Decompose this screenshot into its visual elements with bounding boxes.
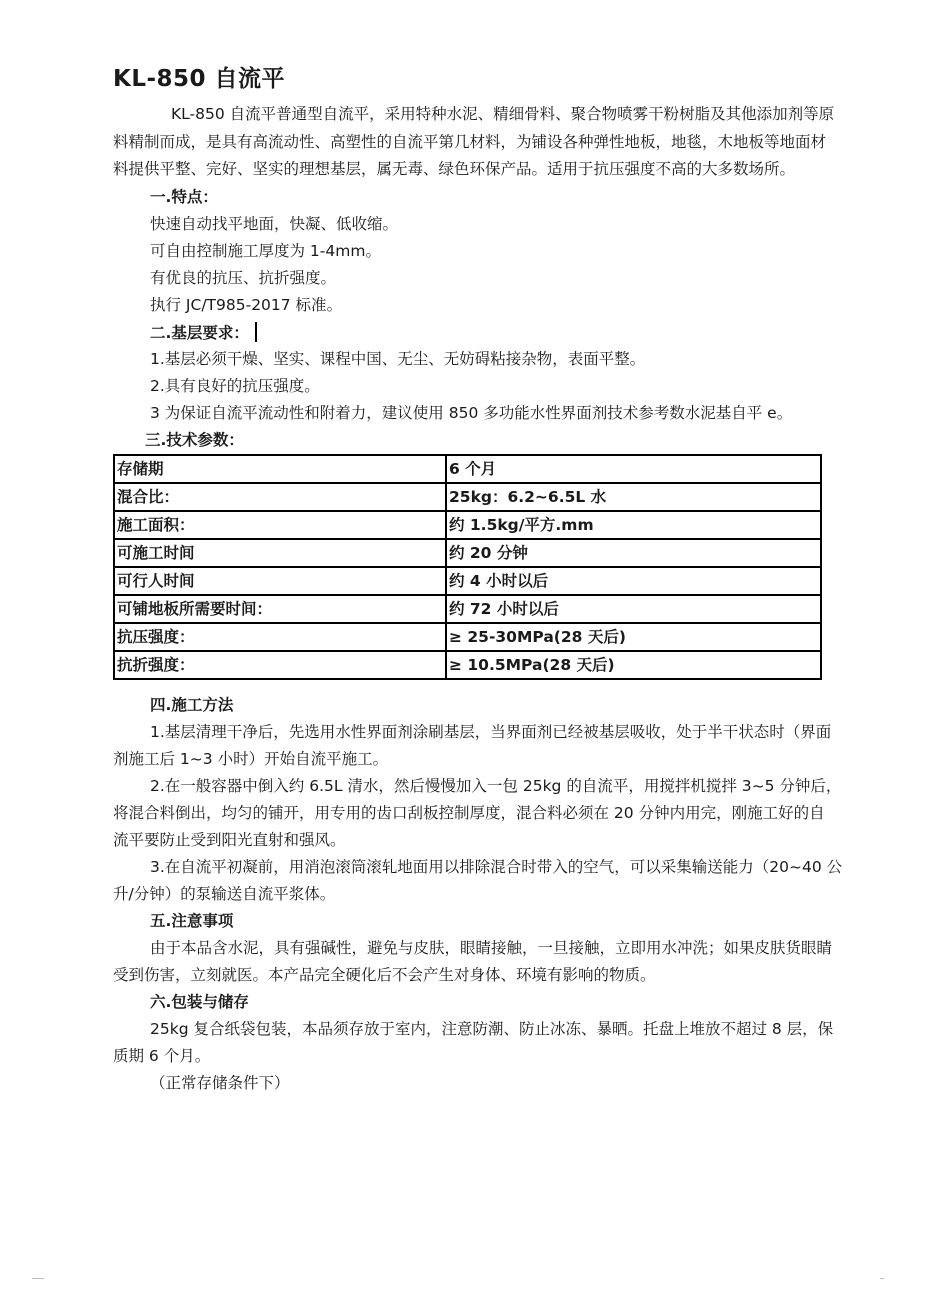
method-line: 3.在自流平初凝前，用消泡滚筒滚轧地面用以排除混合时带入的空气，可以采集输送能力（20~40 公	[150, 858, 843, 876]
intro-line: 料提供平整、完好、坚实的理想基层，属无毒、绿色环保产品。适用于抗压强度不高的大多数场所。	[113, 160, 796, 178]
param-value: 25kg：6.2~6.5L 水	[446, 483, 821, 511]
storage-line: 质期 6 个月。	[113, 1047, 211, 1065]
method-line: 升/分钟）的泵输送自流平浆体。	[113, 885, 336, 903]
section6-heading: 六.包装与储存	[150, 993, 249, 1011]
param-name: 可铺地板所需要时间：	[114, 595, 446, 623]
param-name: 抗压强度：	[114, 623, 446, 651]
param-name: 抗折强度：	[114, 651, 446, 679]
intro-line: 料精制而成，是具有高流动性、高塑性的自流平第几材料，为铺设各种弹性地板，地毯，木地板等地面材	[113, 133, 827, 151]
param-value: 约 72 小时以后	[446, 595, 821, 623]
storage-line: 25kg 复合纸袋包装，本品须存放于室内，注意防潮、防止冰冻、暴晒。托盘上堆放不超过 8 层，保	[150, 1020, 834, 1038]
table-row	[114, 455, 821, 483]
section3-heading: 三.技术参数：	[145, 431, 244, 449]
table-row	[114, 595, 821, 623]
page-corner-mark	[880, 1278, 884, 1279]
table-row	[114, 567, 821, 595]
method-line: 1.基层清理干净后，先选用水性界面剂涂刷基层，当界面剂已经被基层吸收，处于半干状态时（界面	[150, 723, 832, 741]
section2-heading: 二.基层要求：	[150, 324, 249, 342]
table-row	[114, 623, 821, 651]
document-title: KL-850 自流平	[113, 66, 286, 92]
feature-item: 可自由控制施工厚度为 1-4mm。	[150, 242, 381, 260]
method-line: 2.在一般容器中倒入约 6.5L 清水，然后慢慢加入一包 25kg 的自流平，用搅拌机搅拌 3~5 分钟后，	[150, 777, 842, 795]
section4-heading: 四.施工方法	[150, 696, 234, 714]
requirement-item: 1.基层必须干燥、坚实、课程中国、无尘、无妨碍粘接杂物，表面平整。	[150, 350, 646, 368]
param-name: 可施工时间	[114, 539, 446, 567]
feature-item: 执行 JC/T985-2017 标准。	[150, 296, 343, 314]
feature-item: 有优良的抗压、抗折强度。	[150, 269, 337, 287]
storage-line: （正常存储条件下）	[150, 1074, 290, 1092]
section2-heading-wrap	[150, 322, 257, 343]
tech-params-table	[113, 454, 822, 680]
table-row	[114, 511, 821, 539]
param-name: 可行人时间	[114, 567, 446, 595]
requirement-item: 2.具有良好的抗压强度。	[150, 377, 320, 395]
section5-heading: 五.注意事项	[150, 912, 234, 930]
param-value: 约 20 分钟	[446, 539, 821, 567]
notice-line: 受到伤害，立刻就医。本产品完全硬化后不会产生对身体、环境有影响的物质。	[113, 966, 656, 984]
method-line: 将混合料倒出，均匀的铺开，用专用的齿口刮板控制厚度，混合料必须在 20 分钟内用完，刚施工好的自	[113, 804, 825, 822]
text-cursor	[255, 322, 257, 342]
table-row	[114, 539, 821, 567]
method-line: 流平要防止受到阳光直射和强风。	[113, 831, 346, 849]
param-value: 6 个月	[446, 455, 821, 483]
notice-line: 由于本品含水泥，具有强碱性，避免与皮肤，眼睛接触，一旦接触，立即用水冲洗；如果皮肤货眼睛	[150, 939, 833, 957]
table-row	[114, 483, 821, 511]
param-value: ≥ 10.5MPa(28 天后)	[446, 651, 821, 679]
requirement-item: 3 为保证自流平流动性和附着力，建议使用 850 多功能水性界面剂技术参考数水泥基自平 e。	[150, 404, 793, 422]
feature-item: 快速自动找平地面，快凝、低收缩。	[150, 215, 399, 233]
param-name: 存储期	[114, 455, 446, 483]
intro-line: KL-850 自流平普通型自流平，采用特种水泥、精细骨料、聚合物喷雾干粉树脂及其他添加剂等原	[171, 105, 835, 123]
table-row	[114, 651, 821, 679]
page-corner-mark	[32, 1278, 44, 1279]
param-name: 施工面积：	[114, 511, 446, 539]
section1-heading: 一.特点：	[150, 188, 218, 206]
param-value: 约 4 小时以后	[446, 567, 821, 595]
param-name: 混合比：	[114, 483, 446, 511]
method-line: 剂施工后 1~3 小时）开始自流平施工。	[113, 750, 389, 768]
param-value: 约 1.5kg/平方.mm	[446, 511, 821, 539]
param-value: ≥ 25-30MPa(28 天后)	[446, 623, 821, 651]
